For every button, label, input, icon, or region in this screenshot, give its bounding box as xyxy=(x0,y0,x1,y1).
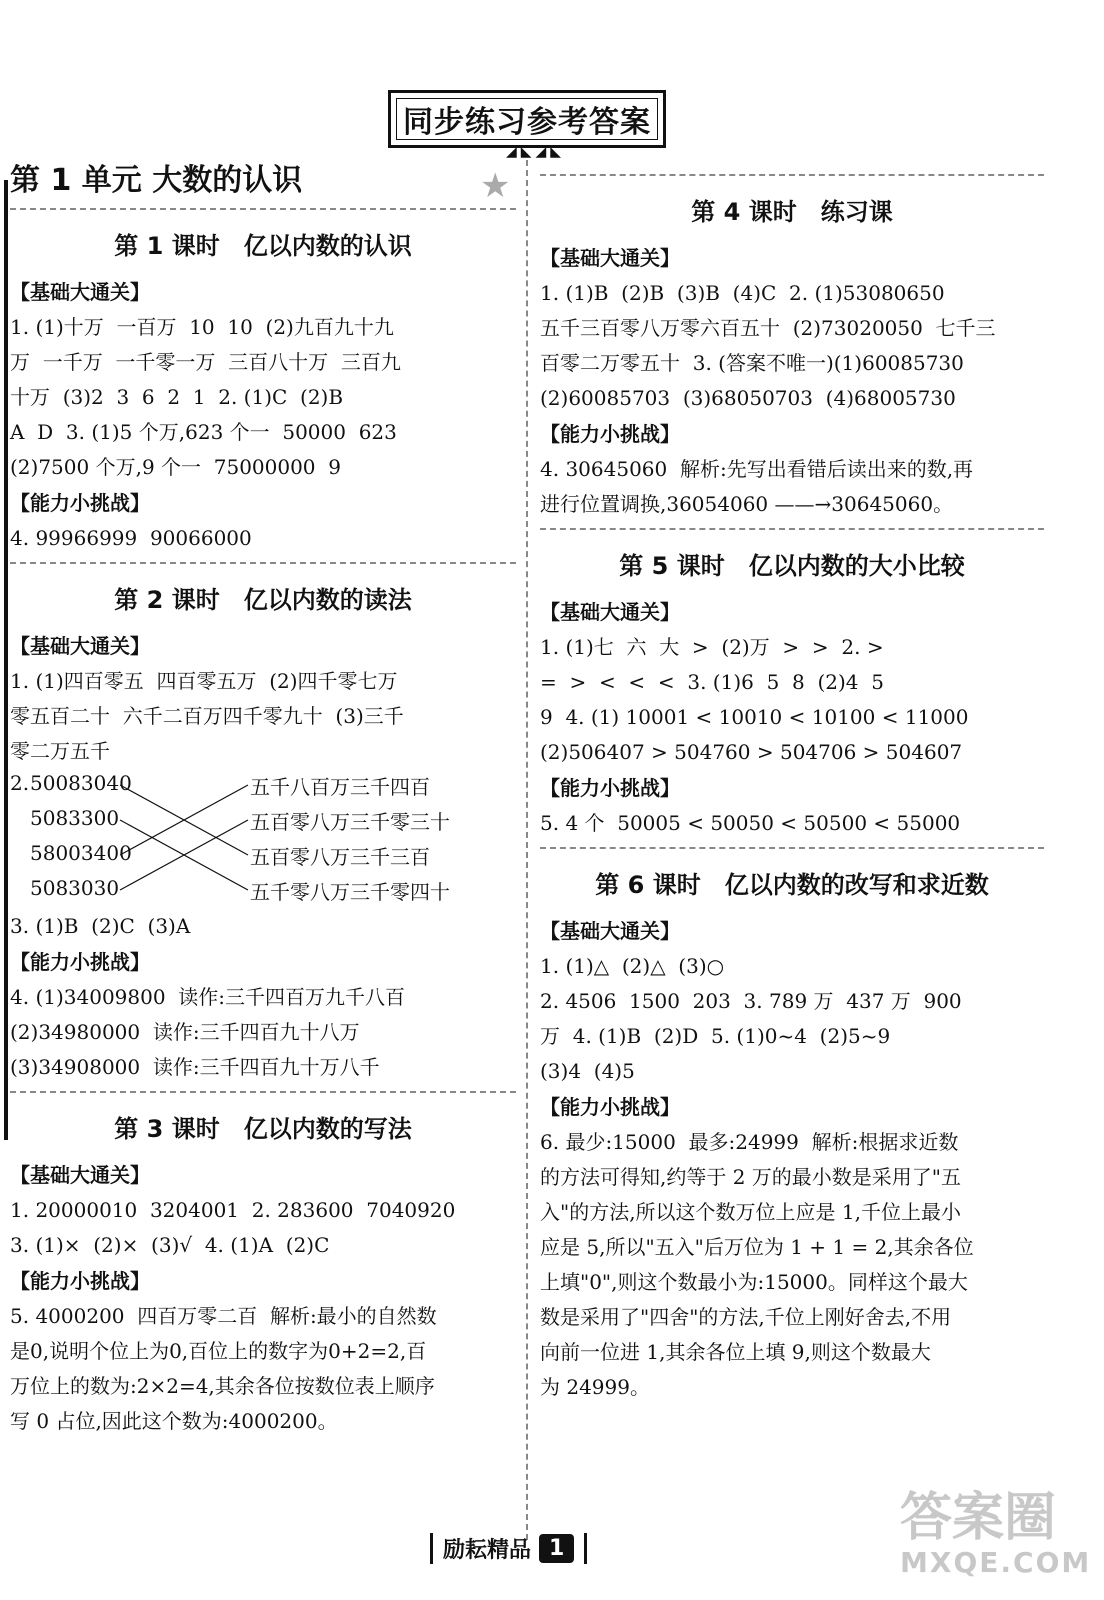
lesson-subtitle: 亿以内数的大小比较 xyxy=(748,552,965,580)
watermark xyxy=(900,1490,1091,1579)
divider xyxy=(540,847,1044,849)
answer-line: 1. (1)十万 一百万 10 10 (2)九百九十九 xyxy=(10,315,394,339)
column-divider xyxy=(526,160,528,1540)
answer-line: (3)4 (4)5 xyxy=(540,1059,635,1083)
answer-line: 4. 99966999 90066000 xyxy=(10,526,252,550)
lesson-1-title xyxy=(10,228,516,264)
answer-line: 零五百二十 六千二百万四千零九十 (3)三千 xyxy=(10,704,404,728)
answer-line: 上填"0",则这个数最小为:15000。同样这个最大 xyxy=(540,1270,968,1294)
answer-line: 2. 4506 1500 203 3. 789 万 437 万 900 xyxy=(540,989,962,1013)
divider xyxy=(540,174,1044,176)
lesson-3-title xyxy=(10,1111,516,1147)
lesson-subtitle: 亿以内数的改写和求近数 xyxy=(724,871,989,899)
page-number: 1 xyxy=(539,1534,574,1563)
footer-brand: 励耘精品 xyxy=(443,1537,532,1563)
answer-line: 是0,说明个位上为0,百位上的数字为0+2=2,百 xyxy=(10,1339,427,1363)
answer-line: 1. (1)△ (2)△ (3)○ xyxy=(540,954,725,978)
answer-line: 5. 4 个 50005 < 50050 < 50500 < 55000 xyxy=(540,811,961,835)
match-right-item: 五百零八万三千三百 xyxy=(250,845,430,869)
star-icon: ★ xyxy=(480,166,511,206)
lesson-number: 第 4 课时 xyxy=(691,198,797,226)
lesson-subtitle: 亿以内数的写法 xyxy=(243,1115,412,1143)
page-title: 同步练习参考答案 xyxy=(388,90,666,148)
lesson-subtitle: 练习课 xyxy=(820,198,893,226)
divider xyxy=(10,208,516,210)
answer-line: 1. 20000010 3204001 2. 283600 7040920 xyxy=(10,1198,456,1222)
footer xyxy=(430,1528,587,1568)
answer-line: (3)34908000 读作:三千四百九十万八千 xyxy=(10,1055,380,1079)
basic-tag: 【基础大通关】 xyxy=(540,600,680,624)
lesson-6-title xyxy=(540,867,1044,903)
challenge-tag: 【能力小挑战】 xyxy=(10,950,150,974)
answer-line: (2)60085703 (3)68050703 (4)68005730 xyxy=(540,386,956,410)
left-column xyxy=(10,160,516,1439)
challenge-tag: 【能力小挑战】 xyxy=(10,1269,150,1293)
answer-line: 万位上的数为:2×2=4,其余各位按数位表上顺序 xyxy=(10,1374,435,1398)
challenge-tag: 【能力小挑战】 xyxy=(540,1095,680,1119)
match-left-item: 5083300 xyxy=(30,806,120,830)
match-right-item: 五百零八万三千零三十 xyxy=(250,810,450,834)
answer-line: 1. (1)四百零五 四百零五万 (2)四千零七万 xyxy=(10,669,398,693)
answer-line: 3. (1)× (2)× (3)√ 4. (1)A (2)C xyxy=(10,1233,330,1257)
answer-line: A D 3. (1)5 个万,623 个一 50000 623 xyxy=(10,420,397,444)
lesson-number: 第 2 课时 xyxy=(114,586,220,614)
answer-line: 五千三百零八万零六百五十 (2)73020050 七千三 xyxy=(540,316,996,340)
basic-tag: 【基础大通关】 xyxy=(540,246,680,270)
answer-line: 应是 5,所以"五入"后万位为 1 + 1 = 2,其余各位 xyxy=(540,1235,974,1259)
answer-line: 数是采用了"四舍"的方法,千位上刚好舍去,不用 xyxy=(540,1305,952,1329)
lesson-number: 第 1 课时 xyxy=(114,232,220,260)
answer-line: (2)506407 > 504760 > 504706 > 504607 xyxy=(540,740,963,764)
answer-line: 的方法可得知,约等于 2 万的最小数是采用了"五 xyxy=(540,1165,961,1189)
lesson-subtitle: 亿以内数的读法 xyxy=(243,586,412,614)
basic-tag: 【基础大通关】 xyxy=(10,634,150,658)
answer-line: 入"的方法,所以这个数万位上应是 1,千位上最小 xyxy=(540,1200,961,1224)
answer-line: 百零二万零五十 3. (答案不唯一)(1)60085730 xyxy=(540,351,964,375)
answer-line: 5. 4000200 四百万零二百 解析:最小的自然数 xyxy=(10,1304,437,1328)
answer-line: 为 24999。 xyxy=(540,1375,650,1399)
answer-line: 4. (1)34009800 读作:三千四百万九千八百 xyxy=(10,985,406,1009)
lesson-number: 第 6 课时 xyxy=(595,871,701,899)
challenge-tag: 【能力小挑战】 xyxy=(540,422,680,446)
answer-line: (2)7500 个万,9 个一 75000000 9 xyxy=(10,455,341,479)
answer-line: 3. (1)B (2)C (3)A xyxy=(10,914,191,938)
lesson-4-title xyxy=(540,194,1044,230)
answer-line: 万 一千万 一千零一万 三百八十万 三百九 xyxy=(10,350,401,374)
challenge-tag: 【能力小挑战】 xyxy=(10,491,150,515)
matching-exercise xyxy=(10,769,516,909)
answer-line: 1. (1)七 六 大 > (2)万 > > 2. > xyxy=(540,635,884,659)
divider xyxy=(10,562,516,564)
basic-tag: 【基础大通关】 xyxy=(10,280,150,304)
answer-line: 6. 最少:15000 最多:24999 解析:根据求近数 xyxy=(540,1130,959,1154)
match-label: 2. xyxy=(10,771,30,795)
watermark-top: 答案圈 xyxy=(900,1488,1057,1548)
answer-line: 9 4. (1) 10001 < 10010 < 10100 < 11000 xyxy=(540,705,969,729)
answer-line: 万 4. (1)B (2)D 5. (1)0~4 (2)5~9 xyxy=(540,1024,891,1048)
right-column xyxy=(540,168,1044,1405)
answer-line: 向前一位进 1,其余各位上填 9,则这个数最大 xyxy=(540,1340,931,1364)
answer-line: 4. 30645060 解析:先写出看错后读出来的数,再 xyxy=(540,457,974,481)
left-margin-bar xyxy=(4,180,8,1140)
answer-line: 进行位置调换,36054060 ——→30645060。 xyxy=(540,492,954,516)
lesson-5-title xyxy=(540,548,1044,584)
answer-line: 1. (1)B (2)B (3)B (4)C 2. (1)53080650 xyxy=(540,281,945,305)
challenge-tag: 【能力小挑战】 xyxy=(540,776,680,800)
answer-line: 零二万五千 xyxy=(10,739,110,763)
basic-tag: 【基础大通关】 xyxy=(540,919,680,943)
answer-line: 写 0 占位,因此这个数为:4000200。 xyxy=(10,1409,338,1433)
lesson-number: 第 5 课时 xyxy=(619,552,725,580)
watermark-bottom: MXQE.COM xyxy=(900,1546,1092,1579)
match-left-item: 50083040 xyxy=(30,771,132,795)
answer-line: 十万 (3)2 3 6 2 1 2. (1)C (2)B xyxy=(10,385,344,409)
match-right-item: 五千八百万三千四百 xyxy=(250,775,430,799)
match-left-item: 5083030 xyxy=(30,876,120,900)
match-left-item: 58003400 xyxy=(30,841,132,865)
match-right-item: 五千零八万三千零四十 xyxy=(250,880,450,904)
answer-line: (2)34980000 读作:三千四百九十八万 xyxy=(10,1020,360,1044)
basic-tag: 【基础大通关】 xyxy=(10,1163,150,1187)
lesson-number: 第 3 课时 xyxy=(114,1115,220,1143)
lesson-2-title xyxy=(10,582,516,618)
footer-brand-box xyxy=(430,1533,587,1564)
answer-line: = > < < < 3. (1)6 5 8 (2)4 5 xyxy=(540,670,884,694)
divider xyxy=(10,1091,516,1093)
title-decoration: ◢◣◢◣ xyxy=(506,144,566,160)
lesson-subtitle: 亿以内数的认识 xyxy=(243,232,412,260)
unit-title: 第 1 单元 大数的认识 xyxy=(10,163,303,198)
divider xyxy=(540,528,1044,530)
